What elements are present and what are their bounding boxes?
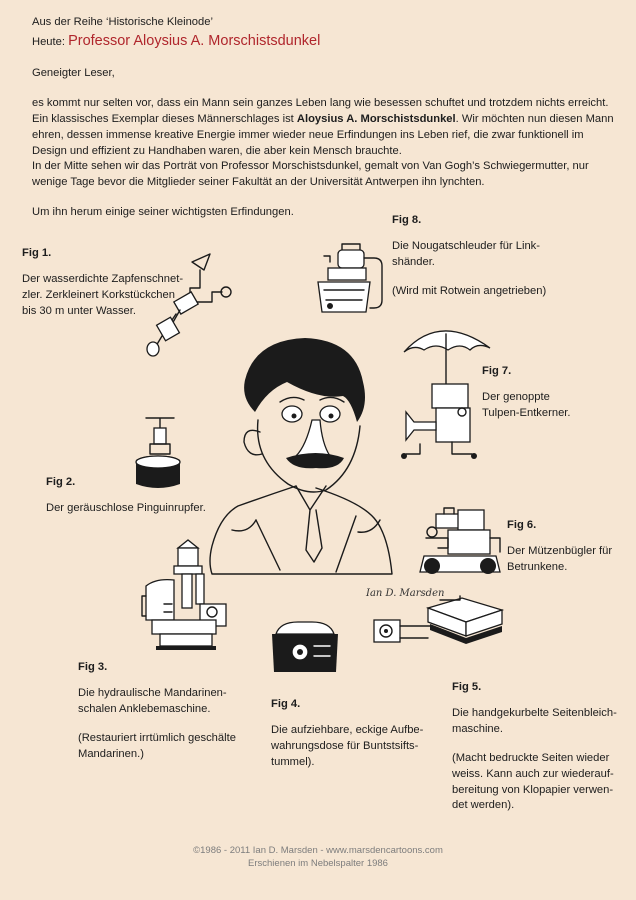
fig5-caption: Fig 5. Die handgekurbelte Seitenbleich- maschine. (Macht bedruckte Seiten wieder weiss. Kann auch zur wiederauf- bereitung von Klopapier verwen- det werden). bbox=[452, 680, 632, 814]
fig6-title: Fig 6. bbox=[507, 519, 537, 531]
fig6-caption: Fig 6. Der Mützenbügler für Betrunkene. bbox=[507, 518, 627, 576]
footer bbox=[0, 845, 636, 871]
fig4-title: Fig 4. bbox=[271, 698, 301, 710]
fig1-cork-cutter-drawing bbox=[147, 254, 231, 356]
professor-name: Professor Aloysius A. Morschistsdunkel bbox=[68, 33, 321, 49]
fig4-caption: Fig 4. Die aufziehbare, eckige Aufbe- wahrungsdose für Buntstsifts- tummel). bbox=[271, 697, 441, 771]
greeting: Geneigter Leser, bbox=[32, 67, 115, 79]
fig8-caption: Fig 8. Die Nougatschleuder für Link- shänder. (Wird mit Rotwein angetrieben) bbox=[392, 213, 592, 300]
fig3-caption: Fig 3. Die hydraulische Mandarinen- schalen Anklebemaschine. (Restauriert irrtümlich geschälte Mandarinen.) bbox=[78, 660, 268, 763]
fig5-page-bleacher-drawing bbox=[374, 596, 502, 644]
fig2-title: Fig 2. bbox=[46, 476, 76, 488]
fig4-crayon-box-drawing bbox=[272, 622, 338, 672]
intro-paragraph-1: es kommt nur selten vor, dass ein Mann sein ganzes Leben lang wie besessen schuftet und trotzdem nichts erreicht. Ein klassisches Exemplar dieses Männerschlages ist Aloysius A. Morschistsdunkel. Wir möchten nun diesen Mann ehren, dessen immense kreative Energie immer wieder neue Erfindungen ins Leben rief, die zwar funktionell im Design und effizient zu Handhaben waren, die aber kein Mensch brauchte. bbox=[32, 97, 614, 157]
fig7-tulip-corer-drawing bbox=[401, 331, 490, 459]
intro-paragraph-3: Um ihn herum einige seiner wichtigsten Erfindungen. bbox=[32, 206, 294, 218]
publication-line: Erschienen im Nebelspalter 1986 bbox=[248, 857, 388, 869]
fig5-title: Fig 5. bbox=[452, 681, 482, 693]
fig8-nougat-slinger-drawing bbox=[318, 244, 382, 312]
fig3-mandarin-machine-drawing bbox=[142, 540, 226, 650]
fig3-title: Fig 3. bbox=[78, 661, 108, 673]
fig6-hat-ironer-drawing bbox=[420, 508, 500, 574]
fig7-caption: Fig 7. Der genoppte Tulpen-Entkerner. bbox=[482, 364, 636, 422]
today-label: Heute: bbox=[32, 36, 65, 48]
fig7-title: Fig 7. bbox=[482, 365, 512, 377]
professor-name-bold: Aloysius A. Morschistsdunkel bbox=[296, 112, 456, 125]
professor-portrait bbox=[210, 338, 392, 574]
copyright-line: ©1986 - 2011 Ian D. Marsden - www.marsdencartoons.com bbox=[193, 845, 443, 856]
fig1-caption: Fig 1. Der wasserdichte Zapfenschnet- zler. Zerkleinert Korkstückchen bis 30 m unter Wasser. bbox=[22, 246, 192, 320]
fig8-title: Fig 8. bbox=[392, 214, 422, 226]
fig1-title: Fig 1. bbox=[22, 247, 52, 259]
artist-signature: Ian D. Marsden bbox=[366, 588, 445, 599]
intro-paragraph-2: In der Mitte sehen wir das Porträt von Professor Morschistsdunkel, gemalt von Van Gogh’s Schwiegermutter, nur wenige Tage bevor die Mitglieder seiner Fakultät an der Universität Antwerpen ihn lynchten. bbox=[32, 160, 589, 188]
series-title: Aus der Reihe ‘Historische Kleinode’ bbox=[32, 16, 213, 28]
fig2-penguin-plucker-drawing bbox=[136, 418, 180, 488]
fig2-caption: Fig 2. Der geräuschlose Pinguinrupfer. bbox=[46, 475, 236, 517]
